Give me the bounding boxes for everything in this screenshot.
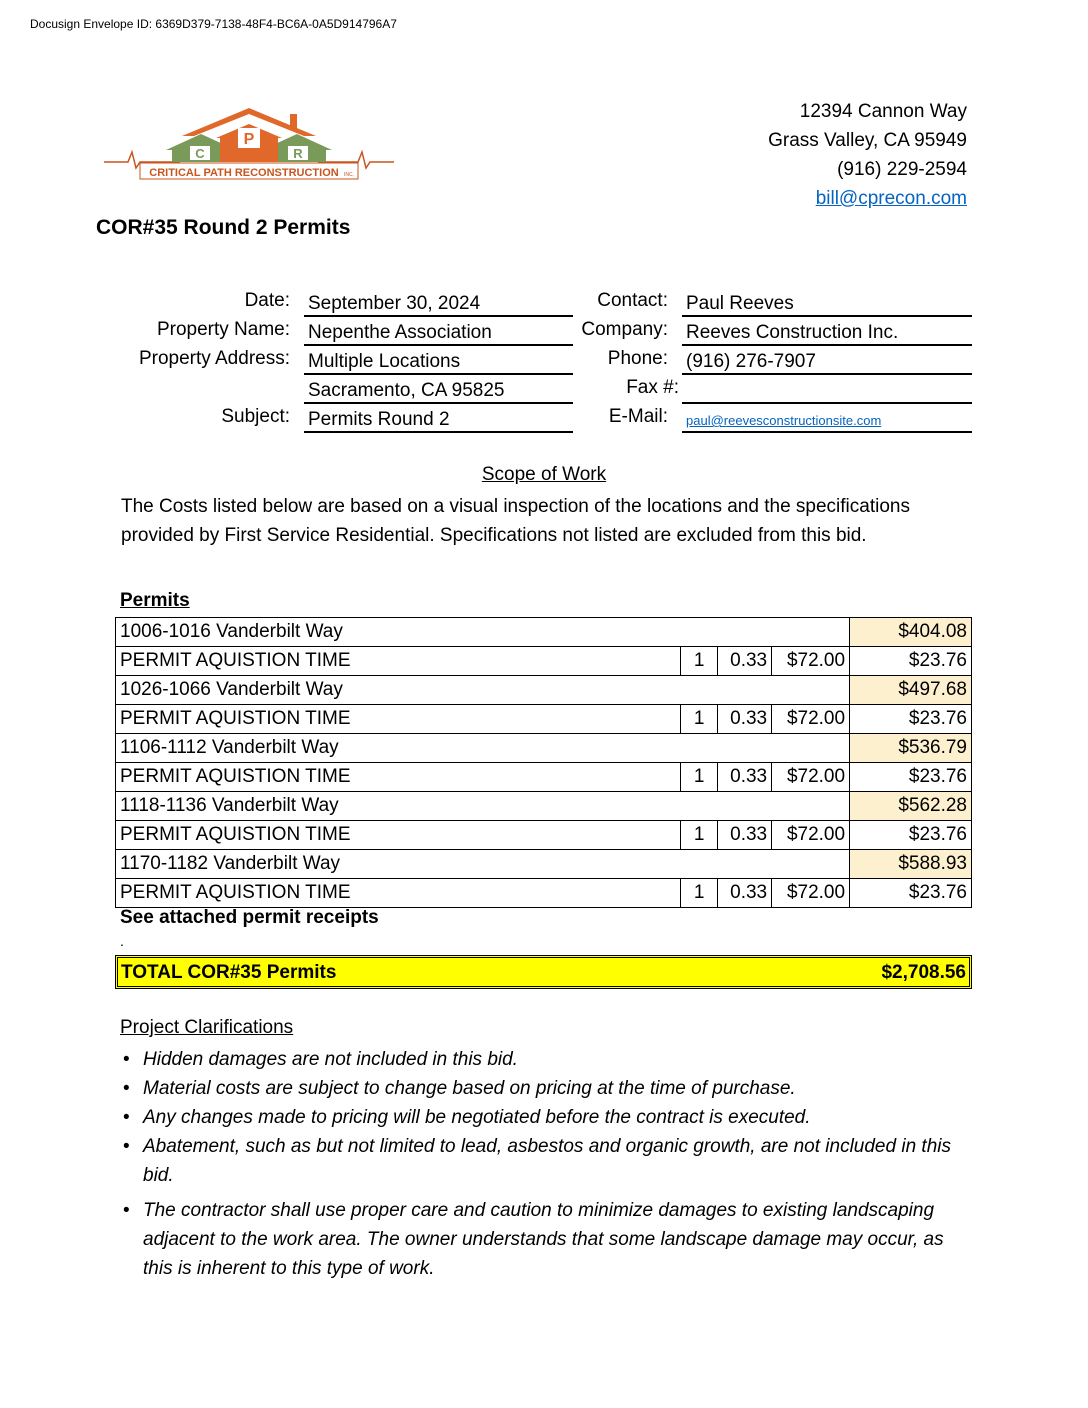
clarification-text: Hidden damages are not included in this bid.: [143, 1049, 518, 1070]
total-label: TOTAL COR#35 Permits: [121, 962, 337, 983]
total-row: [115, 955, 972, 989]
clarification-item: [121, 1132, 961, 1190]
line-item-qty: 1: [681, 647, 718, 676]
docusign-envelope-id: Docusign Envelope ID: 6369D379-7138-48F4-BC6A-0A5D914796A7: [30, 17, 397, 31]
clarification-text: Abatement, such as but not limited to lead, asbestos and organic growth, are not included in this bid.: [143, 1136, 951, 1186]
company-label: Company:: [581, 319, 668, 340]
address-line-1: 12394 Cannon Way: [799, 101, 967, 122]
location-total: $497.68: [850, 676, 972, 705]
property-address-value-1: Multiple Locations: [304, 348, 573, 375]
company-logo: [104, 106, 394, 186]
location-row: [116, 792, 972, 821]
property-name-value: Nepenthe Association: [304, 319, 573, 346]
company-email-link[interactable]: bill@cprecon.com: [815, 188, 967, 209]
property-name-label: Property Name:: [156, 319, 290, 340]
clarification-item: [121, 1074, 961, 1103]
line-item-qty: 1: [681, 821, 718, 850]
property-address-label: Property Address:: [138, 348, 290, 369]
property-address-value-2: Sacramento, CA 95825: [304, 377, 573, 404]
line-item-hours: 0.33: [718, 647, 772, 676]
fax-label: Fax #:: [626, 377, 679, 398]
line-item-qty: 1: [681, 705, 718, 734]
bullet-icon: •: [123, 1078, 130, 1099]
clarification-text: Material costs are subject to change based on pricing at the time of purchase.: [143, 1078, 796, 1099]
location-name: 1170-1182 Vanderbilt Way: [116, 850, 850, 879]
line-item-amount: $23.76: [850, 763, 972, 792]
address-line-2: Grass Valley, CA 95949: [768, 130, 967, 151]
line-item-row: [116, 821, 972, 850]
phone-label: Phone:: [607, 348, 668, 369]
email-value: [682, 406, 972, 433]
line-item-description: PERMIT AQUISTION TIME: [116, 763, 681, 792]
line-item-hours: 0.33: [718, 763, 772, 792]
clarifications-list: [121, 1045, 961, 1283]
permit-receipts-note: See attached permit receipts: [120, 907, 379, 928]
line-item-description: PERMIT AQUISTION TIME: [116, 705, 681, 734]
logo-letter-p: P: [243, 131, 255, 148]
logo-suffix: INC.: [344, 172, 354, 178]
line-item-hours: 0.33: [718, 705, 772, 734]
total-value: $2,708.56: [881, 962, 966, 983]
email-label: E-Mail:: [608, 406, 668, 427]
location-name: 1118-1136 Vanderbilt Way: [116, 792, 850, 821]
clarification-text: Any changes made to pricing will be negotiated before the contract is executed.: [143, 1107, 811, 1128]
phone-value: (916) 276-7907: [682, 348, 972, 375]
subject-label: Subject:: [221, 406, 290, 427]
location-name: 1106-1112 Vanderbilt Way: [116, 734, 850, 763]
clarification-text: The contractor shall use proper care and caution to minimize damages to existing landscaping adjacent to the work area. The owner understands that some landscape damage may occur, as this is inherent to this type of work.: [143, 1200, 944, 1279]
line-item-rate: $72.00: [772, 763, 850, 792]
line-item-amount: $23.76: [850, 879, 972, 908]
contact-value: Paul Reeves: [682, 290, 972, 317]
line-item-qty: 1: [681, 879, 718, 908]
subject-value: Permits Round 2: [304, 406, 573, 433]
line-item-rate: $72.00: [772, 879, 850, 908]
line-item-rate: $72.00: [772, 821, 850, 850]
line-item-description: PERMIT AQUISTION TIME: [116, 647, 681, 676]
contact-email-link[interactable]: paul@reevesconstructionsite.com: [686, 413, 882, 428]
line-item-row: [116, 705, 972, 734]
bullet-icon: •: [123, 1049, 130, 1070]
permits-heading: Permits: [120, 590, 190, 611]
logo-text: CRITICAL PATH RECONSTRUCTION: [149, 167, 339, 179]
clarification-item: [121, 1103, 961, 1132]
fax-value: [682, 377, 972, 404]
line-item-row: [116, 879, 972, 908]
line-item-hours: 0.33: [718, 821, 772, 850]
scope-heading: Scope of Work: [481, 464, 607, 485]
company-address: [768, 97, 967, 213]
location-row: [116, 734, 972, 763]
line-item-amount: $23.76: [850, 705, 972, 734]
document-title: COR#35 Round 2 Permits: [96, 216, 351, 239]
logo-letter-c: C: [195, 146, 205, 161]
clarification-item: [121, 1045, 961, 1074]
line-item-amount: $23.76: [850, 647, 972, 676]
line-item-rate: $72.00: [772, 705, 850, 734]
logo-letter-r: R: [293, 146, 303, 161]
line-item-description: PERMIT AQUISTION TIME: [116, 821, 681, 850]
line-item-amount: $23.76: [850, 821, 972, 850]
line-item-row: [116, 647, 972, 676]
line-item-row: [116, 763, 972, 792]
location-total: $404.08: [850, 618, 972, 647]
bullet-icon: •: [123, 1136, 130, 1157]
separator-dot: .: [120, 933, 124, 949]
line-item-rate: $72.00: [772, 647, 850, 676]
location-row: [116, 618, 972, 647]
contact-label: Contact:: [597, 290, 668, 311]
date-value: September 30, 2024: [304, 290, 573, 317]
company-value: Reeves Construction Inc.: [682, 319, 972, 346]
location-total: $562.28: [850, 792, 972, 821]
date-label: Date:: [244, 290, 290, 311]
bullet-icon: •: [123, 1200, 130, 1221]
line-item-qty: 1: [681, 763, 718, 792]
line-item-hours: 0.33: [718, 879, 772, 908]
location-row: [116, 850, 972, 879]
location-row: [116, 676, 972, 705]
line-item-description: PERMIT AQUISTION TIME: [116, 879, 681, 908]
location-name: 1026-1066 Vanderbilt Way: [116, 676, 850, 705]
clarifications-heading: Project Clarifications: [120, 1017, 294, 1038]
permits-table: [115, 617, 972, 908]
company-phone: (916) 229-2594: [837, 159, 967, 180]
scope-body: The Costs listed below are based on a visual inspection of the locations and the specifications provided by First Service Residential. Specifications not listed are excluded from this bid.: [121, 496, 910, 546]
location-name: 1006-1016 Vanderbilt Way: [116, 618, 850, 647]
clarification-item: [121, 1196, 961, 1283]
bullet-icon: •: [123, 1107, 130, 1128]
location-total: $536.79: [850, 734, 972, 763]
location-total: $588.93: [850, 850, 972, 879]
